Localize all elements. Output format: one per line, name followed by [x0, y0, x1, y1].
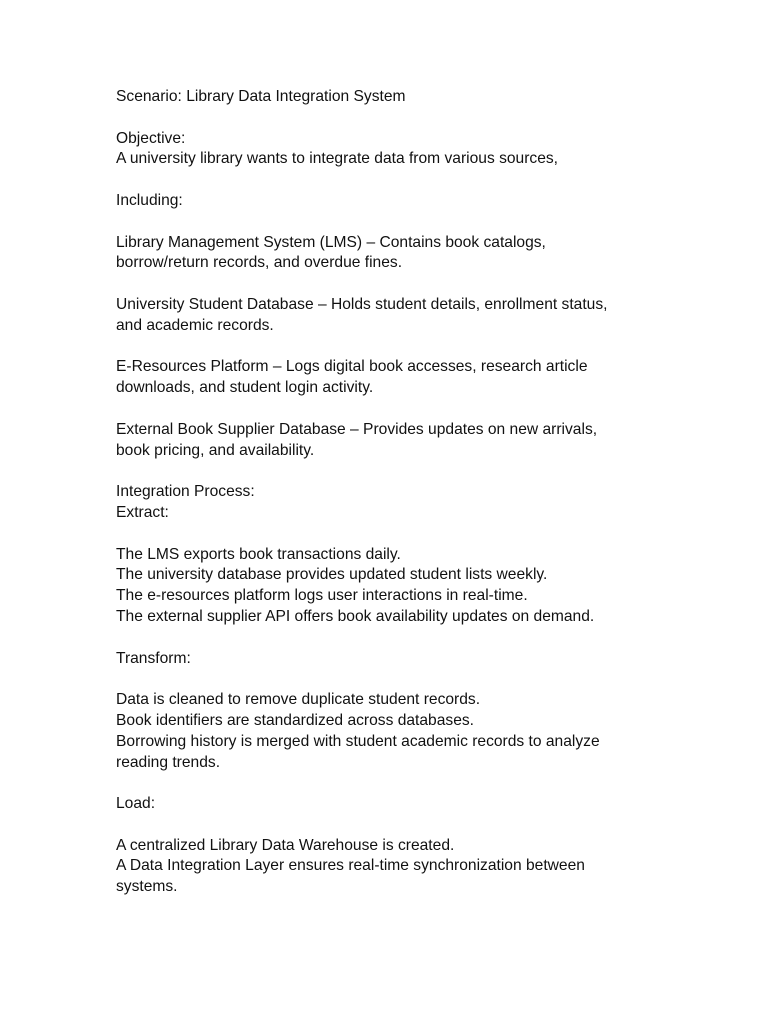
- blank-line: [116, 524, 656, 545]
- objective-heading: Objective:: [116, 129, 186, 147]
- integration-heading: Integration Process:: [116, 483, 255, 501]
- blank-line: [116, 399, 656, 420]
- blank-line: [116, 274, 656, 295]
- extract-item: The external supplier API offers book availability updates on demand.: [116, 607, 595, 625]
- blank-line: [116, 461, 656, 482]
- blank-line: [116, 815, 656, 836]
- load-item: systems.: [116, 878, 178, 896]
- blank-line: [116, 337, 656, 358]
- source-student-db-line2: and academic records.: [116, 316, 274, 334]
- blank-line: [116, 212, 656, 233]
- load-heading: Load:: [116, 795, 156, 813]
- transform-item: Book identifiers are standardized across databases.: [116, 711, 474, 729]
- blank-line: [116, 669, 656, 690]
- source-student-db-line1: University Student Database – Holds student details, enrollment status,: [116, 295, 608, 313]
- source-supplier-line1: External Book Supplier Database – Provides updates on new arrivals,: [116, 420, 598, 438]
- source-lms-line1: Library Management System (LMS) – Contains book catalogs,: [116, 233, 546, 251]
- transform-item: Borrowing history is merged with student academic records to analyze: [116, 732, 600, 750]
- source-eresources-line1: E-Resources Platform – Logs digital book accesses, research article: [116, 358, 588, 376]
- transform-item: Data is cleaned to remove duplicate student records.: [116, 691, 481, 709]
- source-eresources-line2: downloads, and student login activity.: [116, 379, 374, 397]
- objective-text: A university library wants to integrate data from various sources,: [116, 150, 559, 168]
- extract-item: The LMS exports book transactions daily.: [116, 545, 401, 563]
- document-title: Scenario: Library Data Integration System: [116, 88, 406, 105]
- document-body: [116, 87, 656, 898]
- extract-heading: Extract:: [116, 503, 169, 521]
- source-supplier-line2: book pricing, and availability.: [116, 441, 315, 459]
- blank-line: [116, 628, 656, 649]
- transform-heading: Transform:: [116, 649, 191, 667]
- transform-item: reading trends.: [116, 753, 221, 771]
- source-lms-line2: borrow/return records, and overdue fines.: [116, 254, 403, 272]
- blank-line: [116, 170, 656, 191]
- load-item: A centralized Library Data Warehouse is created.: [116, 836, 455, 854]
- load-item: A Data Integration Layer ensures real-time synchronization between: [116, 857, 585, 875]
- including-heading: Including:: [116, 191, 183, 209]
- blank-line: [116, 773, 656, 794]
- blank-line: [116, 108, 656, 129]
- extract-item: The university database provides updated student lists weekly.: [116, 566, 548, 584]
- extract-item: The e-resources platform logs user interactions in real-time.: [116, 587, 528, 605]
